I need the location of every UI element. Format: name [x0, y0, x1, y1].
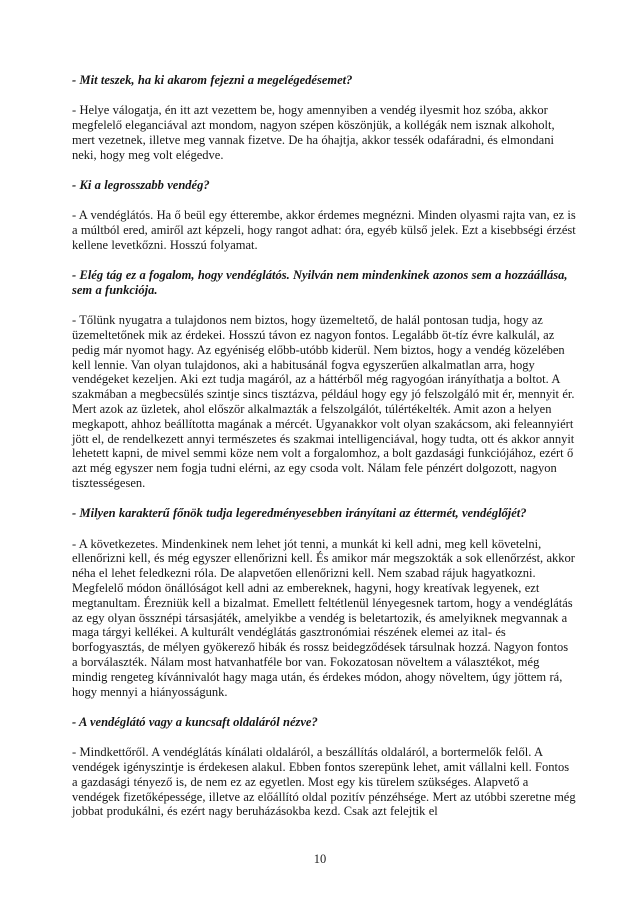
- interview-question: - Milyen karakterű főnök tudja legeredményesebben irányítani az éttermét, vendéglőjét?: [72, 506, 527, 521]
- interview-question: - Mit teszek, ha ki akarom fejezni a megelégedésemet?: [72, 73, 353, 87]
- interview-answer: - A következetes. Mindenkinek nem lehet jót tenni, a munkát ki kell adni, meg kell követelni, ellenőrizni kell, és még egyszer ellenőrizni kell. És amikor már megszokták a sok ellenőrzést, akkor néha el lehet feledkezni róla. De alapvetően ellenőrizni kell. Nem szabad rájuk hagyatkozni. Megfelelő módon önállóságot kell adni az embereknek, hagyni, hogy kreatívak legyenek, ezt megtanultam. Érezniük kell a bizalmat. Emellett feltétlenül lényegesnek tartom, hogy a vendéglátás az egy olyan össznépi társasjáték, amelyikbe a vendég is beletartozik, és amelyiknek megvannak a maga tárgyi kellékei. A kulturált vendéglátás gasztronómiai részének elemei az ital- és borfogyasztás, de mélyen gyökerező hibák és rossz beidegződések társulnak hozzá. Nagyon fontos a borválaszték. Nálam most hatvanhatféle bor van. Fokozatosan növeltem a választékot, még mindig rengeteg kívánnivalót hagy maga után, és érdekes módon, ahogy növeltem, úgy jöttem rá, hogy mennyi a hiányosságunk.: [72, 536, 575, 699]
- document-body: [72, 73, 576, 835]
- interview-question: - Elég tág ez a fogalom, hogy vendéglátós. Nyilván nem mindenkinek azonos sem a hozzáállása, sem a funkciója.: [72, 268, 568, 297]
- interview-question: - Ki a legrosszabb vendég?: [72, 177, 210, 192]
- interview-answer: - Helye válogatja, én itt azt vezettem be, hogy amennyiben a vendég ilyesmit hoz szóba, akkor megfelelő eleganciával azt mondom, nagyon szépen köszönjük, a kollégák nem isznak alkoholt, mert vezetnek, illetve meg vannak fizetve. De ha óhajtja, akkor tessék odafáradni, és elmondani neki, hogy meg volt elégedve.: [72, 103, 555, 162]
- interview-answer: - Tőlünk nyugatra a tulajdonos nem biztos, hogy üzemeltető, de halál pontosan tudja, hogy az üzemeltetőnek mik az érdekei. Hosszú távon ez nagyon fontos. Legalább öt-tíz évre kalkulál, az pedig már nyomot hagy. Az egyéniség előbb-utóbb kiderül. Nem biztos, hogy a vendég közelében kell lennie. Van olyan tulajdonos, aki a habitusánál fogva egyszerűen alkalmatlan arra, hogy vendégeket kezeljen. Aki ezt tudja magáról, az a háttérből még ragyogóan irányíthatja a boltot. A szakmában a megbecsülés szintje sincs tisztázva, például hogy egy jó felszolgáló mit ér, mennyit ér. Mert azok az üzletek, ahol először alkalmazták a felszolgálót, túlértékelték. Amit azon a helyen megkapott, ahhoz beállította magának a mércét. Ugyanakkor volt olyan szakácsom, aki feleannyiért jött el, de rendelkezett annyi természetes és szakmai intelligenciával, hogy tudta, ott és akkor annyit lehetett kapni, de mivel semmi köze nem volt a forgalomhoz, a bolt gazdasági funkciójához, ezért ő azt még egyszer nem fogja tudni elérni, az egy csoda volt. Nálam fele pénzért dolgozott, nagyon tisztességesen.: [72, 313, 575, 491]
- interview-answer: - A vendéglátós. Ha ő beül egy étterembe, akkor érdemes megnézni. Minden olyasmi rajta van, ez is a múltból ered, amiről azt képzeli, hogy rangot adhat: óra, egyéb külső jelek. Ezt a kisebbségi érzést kellene levetkőzni. Hosszú folyamat.: [72, 208, 576, 252]
- page-number: 10: [313, 852, 327, 866]
- interview-question: - A vendéglátó vagy a kuncsaft oldaláról nézve?: [72, 714, 318, 729]
- interview-answer: - Mindkettőről. A vendéglátás kínálati oldaláról, a beszállítás oldaláról, a bortermelők felől. A vendégek igényszintje is érdekesen alakul. Ebben fontos szerepünk lehet, amit vállalni kell. Fontos a gazdasági tényező is, de nem ez az egyetlen. Most egy kis türelem szükséges. Alapvető a vendégek fizetőképessége, illetve az előállító oldal pozitív pénzéhsége. Mert az utóbbi szeretne még jobbat produkálni, és ezért nagy beruházásokba kezd. Csak azt felejtik el: [72, 745, 576, 819]
